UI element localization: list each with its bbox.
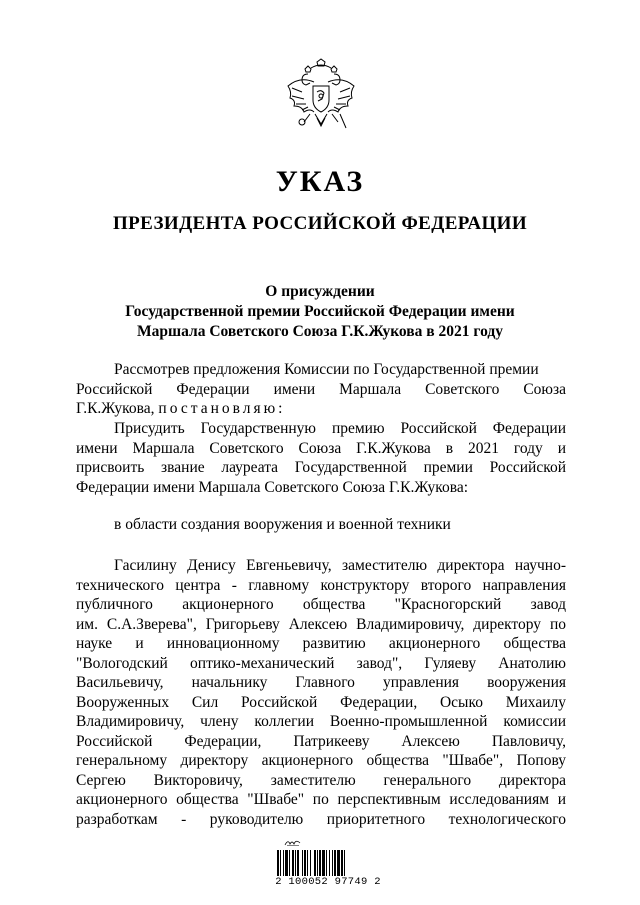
heading-line: Маршала Советского Союза Г.К.Жукова в 2021 году — [137, 323, 503, 340]
barcode-bar — [334, 850, 336, 876]
decree-keyword: постановляю: — [158, 400, 286, 417]
paragraph-laureates — [76, 556, 566, 829]
barcode-number: 2 100052 97749 2 — [275, 876, 381, 888]
barcode-bar — [297, 850, 299, 876]
barcode-bar — [329, 850, 330, 876]
barcode-bar — [332, 850, 333, 876]
text-line: генеральному директору акционерного общества "Швабе", Попову — [76, 752, 566, 769]
text-line: присвоить звание лауреата Государственной премии Российской — [76, 459, 566, 476]
text-line: "Вологодский оптико-механический завод", Гуляеву Анатолию — [76, 654, 566, 672]
barcode-bar — [307, 850, 308, 876]
text-line: Российской Федерации имени Маршала Советского Союза — [76, 380, 566, 398]
barcode-bar — [277, 850, 279, 876]
decree-heading — [70, 282, 570, 342]
text-line: Российской Федерации, Патрикееву Алексею Павловичу, — [76, 732, 566, 750]
double-headed-eagle-icon — [284, 58, 358, 136]
text-line: Сергею Викторовичу, заместителю генерального директора — [76, 771, 566, 789]
registration-mark-icon — [284, 838, 302, 846]
barcode-bar — [341, 850, 343, 876]
text-line: им. С.А.Зверева", Григорьеву Алексею Владимировичу, директору по — [76, 615, 566, 633]
barcode-bar — [322, 850, 325, 876]
paragraph-preamble — [76, 360, 566, 419]
text-line: Федерации имени Маршала Советского Союза Г.К.Жукова: — [76, 478, 469, 496]
heading-line: О присуждении — [265, 283, 375, 300]
text-line: публичного акционерного общества "Красногорский завод — [76, 596, 566, 613]
text-line: Вооруженных Сил Российской Федерации, Осыко Михаилу — [76, 693, 566, 711]
text-line: акционерного общества "Швабе" по перспективным исследованиям и — [76, 791, 566, 808]
barcode-bar — [302, 850, 303, 876]
barcode-icon — [276, 850, 374, 876]
barcode-bar — [304, 850, 306, 876]
barcode-bar — [337, 850, 340, 876]
text-line: Рассмотрев предложения Комиссии по Государственной премии — [114, 361, 539, 378]
text-line: в области создания вооружения и военной техники — [114, 516, 451, 533]
barcode-bar — [326, 850, 327, 876]
barcode-bar — [289, 850, 290, 876]
document-subtitle: ПРЕЗИДЕНТА РОССИЙСКОЙ ФЕДЕРАЦИИ — [112, 213, 528, 234]
text-line: Присудить Государственную премию Российской Федерации — [114, 420, 566, 437]
text-line: науке и инновационному развитию акционерного общества — [76, 635, 566, 652]
barcode-bar — [285, 850, 288, 876]
barcode-bar — [310, 850, 311, 876]
text-line: технического центра - главному конструктору второго направления — [76, 576, 566, 594]
text-line — [76, 399, 566, 419]
barcode-bar — [283, 850, 284, 876]
document-title: УКАЗ — [275, 165, 365, 198]
barcode-bar — [295, 850, 296, 876]
paragraph-field — [76, 515, 566, 535]
text-line: Гасилину Денису Евгеньевичу, заместителю директора научно- — [114, 557, 566, 574]
barcode-bar — [280, 850, 281, 876]
text-line: Владимировичу, члену коллегии Военно-промышленной комиссии — [76, 713, 566, 730]
paragraph-award — [76, 419, 566, 497]
heading-line: Государственной премии Российской Федерации имени — [125, 303, 515, 320]
text-line: разработкам - руководителю приоритетного технологического — [76, 810, 566, 828]
barcode-bar — [317, 850, 318, 876]
barcode-bar — [292, 850, 294, 876]
barcode-bar — [314, 850, 316, 876]
text-line: Васильевичу, начальнику Главного управления вооружения — [76, 674, 566, 691]
text-line: имени Маршала Советского Союза Г.К.Жукова в 2021 году и — [76, 439, 566, 457]
text-fragment: Г.К.Жукова, — [76, 400, 155, 417]
barcode-bar — [344, 850, 345, 876]
barcode-bar — [319, 850, 321, 876]
